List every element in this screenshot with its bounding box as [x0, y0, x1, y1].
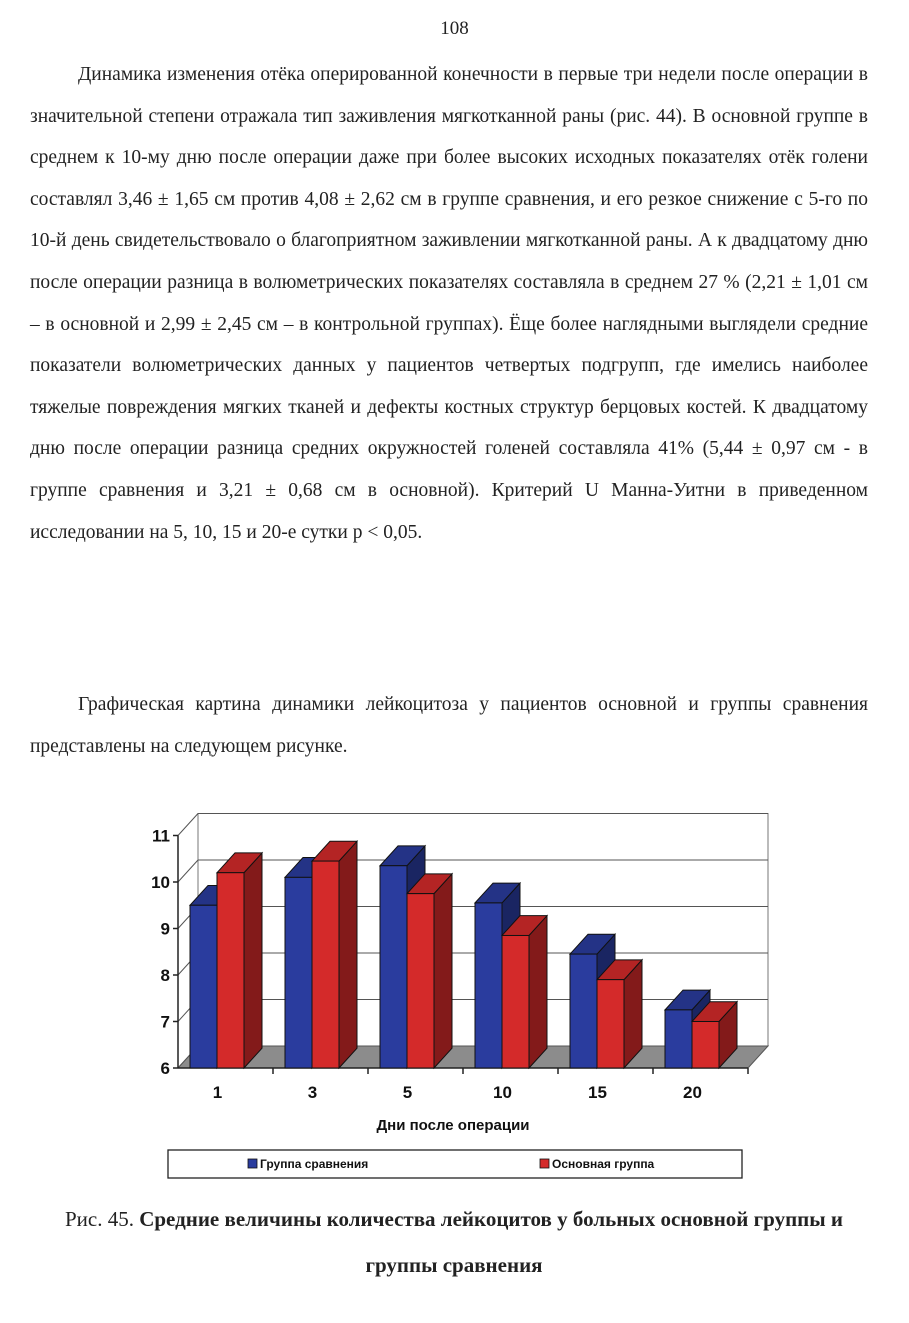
figure-caption-label: Рис. 45. — [64, 1207, 134, 1231]
x-axis-title: Дни после операции — [376, 1117, 530, 1134]
bar-comparison-20 — [665, 1010, 692, 1068]
bar-comparison-10 — [475, 903, 502, 1068]
x-tick-label: 10 — [493, 1083, 512, 1102]
paragraph-edema-dynamics: Динамика изменения отёка оперированной конечности в первые три недели после операции в значительной степени отражала тип заживления мягкотканной раны (рис. 44). В основной группе в среднем к 10-му дню после операции даже при более высоких исходных показателях отёк голени составлял 3,46 ± 1,65 см против 4,08 ± 2,62 см в группе сравнения, и его резкое снижение с 5-го по 10-й день свидетельствовало о благоприятном заживлении мягкотканной раны. А к двадцатому дню после операции разница в волюметрических показателях составляла в среднем 27 % (2,21 ± 1,01 см – в основной и 2,99 ± 2,45 см – в контрольной группах). Ёще более наглядными выглядели средние показатели волюметрических данных у пациентов четвертых подгрупп, где имелись наиболее тяжелые повреждения мягких тканей и дефекты костных структур берцовых костей. К двадцатому дню после операции разница средних окружностей голеней составляла 41% (5,44 ± 0,97 см - в группе сравнения и 3,21 ± 0,68 см в основной). Критерий U Манна-Уитни в приведенном исследовании на 5, 10, 15 и 20-е сутки p < 0,05. — [30, 64, 868, 543]
y-tick-label: 7 — [160, 1012, 170, 1032]
bar-main-3 — [312, 861, 339, 1068]
y-tick-label: 9 — [160, 919, 170, 939]
y-tick-label: 8 — [160, 966, 170, 985]
bar-main-5 — [407, 894, 434, 1068]
bar-main-20 — [692, 1022, 719, 1069]
gridline-side — [178, 860, 198, 882]
legend-swatch — [540, 1159, 549, 1168]
bar-comparison-3 — [285, 877, 312, 1068]
bar-side-main-10 — [529, 916, 547, 1068]
paragraph-leukocytosis-intro: Графическая картина динамики лейкоцитоза у пациентов основной и группы сравнения представлены на следующем рисунке. — [30, 694, 868, 757]
bar-main-10 — [502, 935, 529, 1068]
x-tick-label: 3 — [307, 1083, 318, 1102]
x-tick-label: 15 — [588, 1083, 607, 1102]
y-tick-label: 11 — [152, 826, 170, 846]
x-tick-label: 20 — [683, 1083, 702, 1102]
figure-caption — [30, 1196, 878, 1288]
page-number: 108 — [440, 18, 469, 39]
leukocyte-bar-chart — [120, 810, 800, 1185]
x-tick-label: 5 — [402, 1083, 413, 1102]
bar-main-15 — [597, 980, 624, 1068]
bar-comparison-1 — [190, 905, 217, 1068]
bar-side-main-5 — [434, 874, 452, 1068]
bar-side-main-1 — [244, 853, 262, 1068]
bar-side-main-3 — [339, 841, 357, 1068]
y-tick-label: 6 — [160, 1059, 170, 1078]
legend-label: Основная группа — [552, 1157, 655, 1171]
bar-comparison-15 — [570, 954, 597, 1068]
bar-main-1 — [217, 873, 244, 1068]
gridline-side — [178, 814, 198, 836]
legend-swatch — [248, 1159, 257, 1168]
figure-caption-title: Средние величины количества лейкоцитов у больных основной группы и группы сравнения — [139, 1207, 844, 1277]
y-tick-label: 10 — [151, 873, 170, 892]
legend-label: Группа сравнения — [260, 1157, 369, 1171]
bar-comparison-5 — [380, 866, 407, 1068]
x-tick-label: 1 — [212, 1083, 223, 1102]
